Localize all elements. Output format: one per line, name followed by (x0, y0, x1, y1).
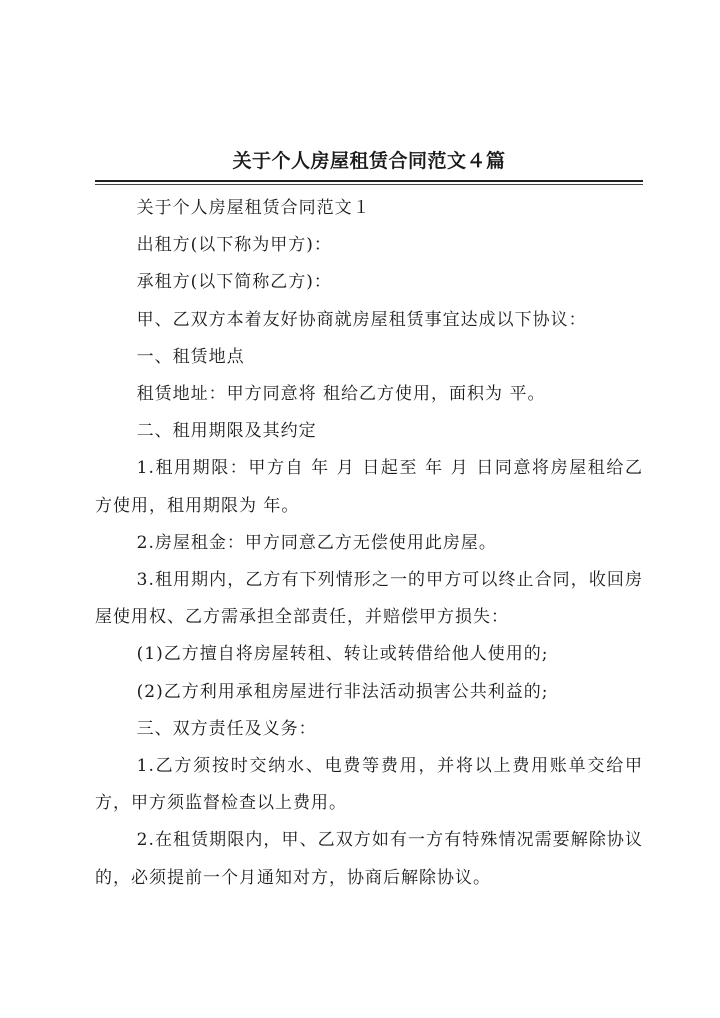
paragraph-lessor: 出租方(以下称为甲方)： (136, 235, 332, 256)
paragraph-term: 1.租用期限：甲方自 年 月 日起至 年 月 日同意将房屋租给乙方使用，租用期限为 年。 (95, 458, 643, 516)
title-rule-thick (95, 180, 643, 182)
paragraph-clause-2: (2)乙方利用承租房屋进行非法活动损害公共利益的; (136, 681, 549, 702)
paragraph-rent: 2.房屋租金：甲方同意乙方无偿使用此房屋。 (136, 532, 497, 553)
section-heading-duties: 三、双方责任及义务： (136, 718, 317, 739)
paragraph-duty-2: 2.在租赁期限内，甲、乙双方如有一方有特殊情况需要解除协议的，必须提前一个月通知对方，协商后解除协议。 (95, 830, 643, 888)
paragraph-lessee: 承租方(以下简称乙方)： (136, 272, 332, 293)
document-body (95, 190, 643, 897)
section-heading-term: 二、租用期限及其约定 (136, 421, 317, 442)
paragraph-termination: 3.租用期内，乙方有下列情形之一的甲方可以终止合同，收回房屋使用权、乙方需承担全部责任，并赔偿甲方损失： (95, 570, 643, 628)
paragraph-address: 租赁地址：甲方同意将 租给乙方使用，面积为 平。 (136, 384, 546, 405)
section-heading-location: 一、租赁地点 (136, 346, 245, 367)
title-rule-thin (95, 184, 643, 185)
paragraph-subtitle: 关于个人房屋租赁合同范文１ (136, 198, 371, 218)
paragraph-duty-1: 1.乙方须按时交纳水、电费等费用，并将以上费用账单交给甲方，甲方须监督检查以上费用。 (95, 756, 643, 814)
paragraph-clause-1: (1)乙方擅自将房屋转租、转让或转借给他人使用的; (136, 644, 549, 665)
document-title: 关于个人房屋租赁合同范文４篇 (232, 150, 506, 172)
paragraph-agreement-intro: 甲、乙双方本着友好协商就房屋租赁事宜达成以下协议： (136, 309, 587, 330)
